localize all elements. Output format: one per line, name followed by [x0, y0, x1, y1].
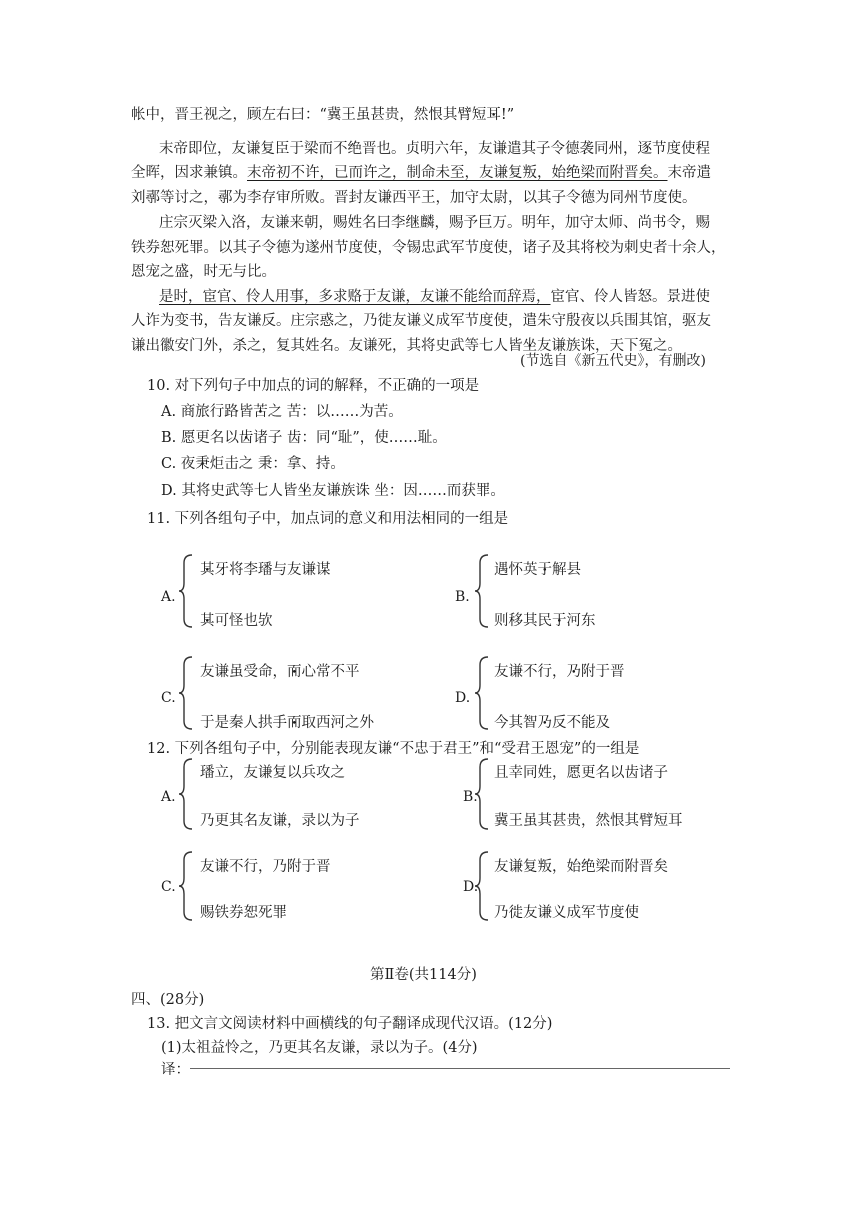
- q11-option-c-label: C.: [161, 690, 176, 706]
- q12-b-sentence-2: 冀王虽其甚贵，然恨其臂短耳: [494, 813, 683, 829]
- dotted-char: 于 •: [552, 609, 567, 630]
- passage-text: 全晖，因求兼镇。: [131, 165, 247, 181]
- dotted-char: 而 •: [287, 660, 302, 681]
- dotted-char: 而 •: [287, 711, 302, 732]
- q12-c-sentence-1: 友谦不行，乃附于晋: [200, 859, 331, 875]
- option-text: 友谦族诛 坐：因……而获罪。: [311, 483, 505, 499]
- q12-option-d-label: D.: [463, 879, 479, 895]
- passage-line: 庄宗灭梁入洛，友谦来朝，赐姓名曰李继麟，赐予巨万。明年，加守太师、尚书令，赐: [159, 215, 710, 231]
- brace-icon: [178, 553, 196, 629]
- passage-line: 刘鄩等讨之，鄩为李存审所败。晋封友谦西平王，加守太尉，以其子令德为同州节度使。: [131, 190, 697, 206]
- question-13-stem: 13. 把文言文阅读材料中画横线的句子翻译成现代汉语。(12分): [147, 1016, 553, 1032]
- question-10-stem: 10. 对下列句子中加点的词的解释，不正确的一项是: [147, 378, 480, 394]
- option-text: C. 夜: [161, 456, 196, 472]
- q12-b-sentence-1: 且幸同姓，愿更名以齿诸子: [494, 765, 668, 781]
- passage-line: 恩宠之盛，时无与比。: [131, 264, 276, 280]
- q11-c-sentence-1: 友谦虽受命，而 •心常不平: [200, 660, 360, 681]
- answer-line[interactable]: [190, 1068, 730, 1069]
- passage-text: 谦出徽安门外，杀之，复其姓名。友谦死，其将史武等七人皆: [131, 338, 523, 354]
- q12-option-b-label: B.: [463, 789, 478, 805]
- q12-c-sentence-2: 赐铁券恕死罪: [200, 905, 287, 921]
- q11-a-sentence-2: 其 •可怪也欤: [200, 609, 273, 630]
- q11-c-sentence-2: 于是秦人拱手而 •取西河之外: [200, 711, 374, 732]
- passage-text: !”: [500, 107, 515, 123]
- q11-b-sentence-2: 则移其民于 •河东: [494, 609, 596, 630]
- question-13-1: (1)太祖益怜之，乃更其名友谦，录以为子。(4分): [161, 1040, 478, 1056]
- option-text: A. 商旅行路皆: [161, 404, 254, 420]
- q11-option-d-label: D.: [455, 690, 471, 706]
- brace-icon: [474, 553, 492, 629]
- dotted-char: 苦 •: [253, 400, 268, 421]
- dotted-char: 秉 •: [195, 452, 210, 473]
- part-2-title: 第Ⅱ卷(共114分): [370, 967, 477, 983]
- q11-b-sentence-1: 遇怀英于 •解县: [494, 558, 581, 579]
- stem-text: 同的一组是: [435, 511, 509, 527]
- q12-a-sentence-1: 璠立，友谦复以兵攻之: [200, 765, 345, 781]
- passage-text: 帐中，晋王视之，顾左右曰：“冀王虽甚贵，然恨其臂短: [131, 107, 487, 123]
- brace-icon: [474, 850, 492, 922]
- passage-line: [131, 161, 711, 182]
- q10-option-a: [161, 400, 403, 421]
- brace-icon: [178, 850, 196, 922]
- passage-line: 铁券恕死罪。以其子令德为遂州节度使，令锡忠武军节度使，诸子及其将校为刺史者十余人，: [131, 240, 726, 256]
- q12-d-sentence-1: 友谦复叛，始绝梁而附晋矣: [494, 859, 668, 875]
- q11-a-sentence-1: 其 •牙将李璠与友谦谋: [200, 558, 331, 579]
- passage-text: 友谦族诛，天下冤之。: [537, 338, 682, 354]
- brace-icon: [178, 757, 196, 831]
- q11-d-sentence-1: 友谦不行，乃 •附于晋: [494, 660, 625, 681]
- q10-option-b: [161, 426, 447, 447]
- q11-option-b-label: B.: [455, 589, 470, 605]
- q10-option-d: [161, 479, 505, 500]
- passage-line: 人诈为变书，告友谦反。庄宗惑之，乃徙友谦义成军节度使，遣朱守殷夜以兵围其馆，驱友: [131, 313, 711, 329]
- option-text: 之 苦：以……为苦。: [267, 404, 403, 420]
- brace-icon: [474, 757, 492, 831]
- q11-d-sentence-2: 今其智乃 •反不能及: [494, 711, 610, 732]
- option-text: B. 愿更名以: [161, 430, 239, 446]
- q10-option-c: [161, 452, 345, 473]
- stem-text: 11. 下列各组句子中，加点词的意义和用法: [147, 511, 422, 527]
- dotted-char: 乃 •: [538, 711, 553, 732]
- passage-line: [159, 285, 710, 306]
- dotted-char: 其 •: [200, 558, 215, 579]
- option-text: 炬击之 秉：拿、持。: [209, 456, 345, 472]
- dotted-char: 坐 •: [523, 334, 538, 355]
- question-11-stem: [147, 507, 508, 528]
- translate-label: 译：: [161, 1062, 190, 1078]
- q12-option-c-label: C.: [161, 879, 176, 895]
- option-text: 诸子 齿：同“耻”，使……耻。: [253, 430, 447, 446]
- passage-line: 末帝即位，友谦复臣于梁而不绝晋也。贞明六年，友谦遣其子令德袭同州，逐节度使程: [159, 141, 710, 157]
- q11-option-a-label: A.: [161, 589, 176, 605]
- option-text: D. 其将史武等七人皆: [161, 483, 298, 499]
- dotted-char: 相 •: [421, 507, 436, 528]
- source-citation: (节选自《新五代史》，有删改): [520, 353, 706, 369]
- passage-text: 末帝遣: [667, 165, 711, 181]
- dotted-char: 于 •: [538, 558, 553, 579]
- question-12-stem: 12. 下列各组句子中，分别能表现友谦“不忠于君王”和“受君王恩宠”的一组是: [147, 741, 640, 757]
- q12-d-sentence-2: 乃徙友谦义成军节度使: [494, 905, 639, 921]
- brace-icon: [178, 655, 196, 731]
- dotted-char: 其 •: [200, 609, 215, 630]
- dotted-char: 乃 •: [567, 660, 582, 681]
- brace-icon: [474, 655, 492, 731]
- section-4-heading: 四、(28分): [131, 992, 205, 1008]
- passage-text: 宦官、伶人皆怒。景进使: [550, 289, 710, 305]
- dotted-char: 坐 •: [297, 479, 312, 500]
- q12-a-sentence-2: 乃更其名友谦，录以为子: [200, 813, 360, 829]
- dotted-char: 耳 •: [486, 103, 501, 124]
- underlined-sentence: 末帝初不许，已而许之，制命未至，友谦复叛，始绝梁而附晋矣。: [247, 165, 668, 181]
- passage-line: [131, 103, 514, 124]
- dotted-char: 齿 •: [239, 426, 254, 447]
- q12-option-a-label: A.: [161, 789, 176, 805]
- underlined-sentence: 是时，宦官、伶人用事，多求赂于友谦，友谦不能给而辞焉，: [159, 289, 551, 305]
